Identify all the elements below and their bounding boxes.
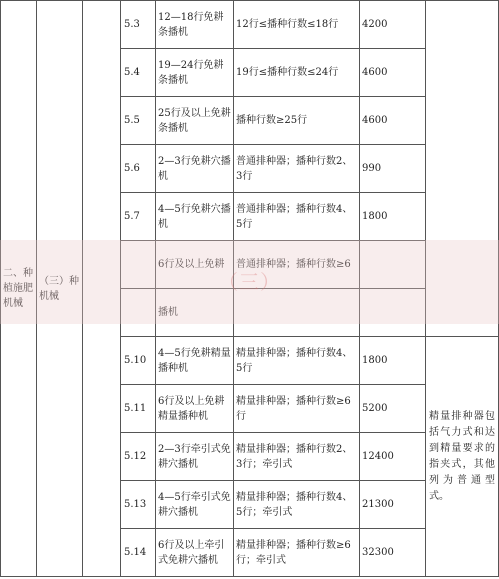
subcategory-cell: （三）种机械 xyxy=(37,1,83,577)
item-spec: 精量排种器；播种行数2、3行；牵引式 xyxy=(234,433,360,481)
item-name: 19—24行免耕条播机 xyxy=(156,49,234,97)
item-name: 6行及以上免耕 xyxy=(156,241,234,289)
item-amount: 990 xyxy=(360,145,426,193)
item-number: 5.14 xyxy=(121,529,156,577)
item-number: 5.6 xyxy=(121,145,156,193)
item-amount: 21300 xyxy=(360,481,426,529)
item-spec: 精量排种器；播种行数4、5行 xyxy=(234,337,360,385)
note-cell: 精量排种器包括气力式和达到精量要求的指夹式，其他列为普通型式。 xyxy=(426,337,499,577)
item-number: 5.11 xyxy=(121,385,156,433)
item-amount: 5200 xyxy=(360,385,426,433)
item-name: 6行及以上牵引式免耕穴播机 xyxy=(156,529,234,577)
item-amount: 1800 xyxy=(360,337,426,385)
item-number: 5.3 xyxy=(121,1,156,49)
item-spec: 精量排种器；播种行数4、5行；牵引式 xyxy=(234,481,360,529)
item-name: 2—3行牵引式免耕穴播机 xyxy=(156,433,234,481)
item-name: 6行及以上免耕精量播种机 xyxy=(156,385,234,433)
item-spec: 普通排种器；播种行数4、5行 xyxy=(234,193,360,241)
item-amount: 1800 xyxy=(360,193,426,241)
item-amount: 4600 xyxy=(360,49,426,97)
item-name: 4—5行免耕精量播种机 xyxy=(156,337,234,385)
item-name: 25行及以上免耕条播机 xyxy=(156,97,234,145)
item-number: 5.5 xyxy=(121,97,156,145)
item-number: 5.12 xyxy=(121,433,156,481)
item-spec: 播种行数≥25行 xyxy=(234,97,360,145)
item-spec: 19行≤播种行数≤24行 xyxy=(234,49,360,97)
item-name: 12—18行免耕条播机 xyxy=(156,1,234,49)
item-spec: 精量排种器；播种行数≥6行；牵引式 xyxy=(234,529,360,577)
item-spec: 普通排种器；播种行数2、3行 xyxy=(234,145,360,193)
item-number: 5.10 xyxy=(121,337,156,385)
item-amount: 4600 xyxy=(360,97,426,145)
item-spec: 普通排种器；播种行数≥6 xyxy=(234,241,360,289)
category-cell: 二、种植施肥机械 xyxy=(1,1,37,577)
watermark-text: （三） xyxy=(218,270,281,294)
item-name: 播机 xyxy=(156,289,234,337)
table-row xyxy=(1,1,499,49)
item-name: 4—5行免耕穴播机 xyxy=(156,193,234,241)
item-spec: 12行≤播种行数≤18行 xyxy=(234,1,360,49)
item-number: 5.4 xyxy=(121,49,156,97)
item-name: 2—3行免耕穴播机 xyxy=(156,145,234,193)
item-amount: 12400 xyxy=(360,433,426,481)
item-spec: 精量排种器；播种行数≥6行 xyxy=(234,385,360,433)
item-amount: 4200 xyxy=(360,1,426,49)
item-amount: 32300 xyxy=(360,529,426,577)
item-name: 4—5行牵引式免耕穴播机 xyxy=(156,481,234,529)
item-number: 5.7 xyxy=(121,193,156,241)
item-number: 5.13 xyxy=(121,481,156,529)
